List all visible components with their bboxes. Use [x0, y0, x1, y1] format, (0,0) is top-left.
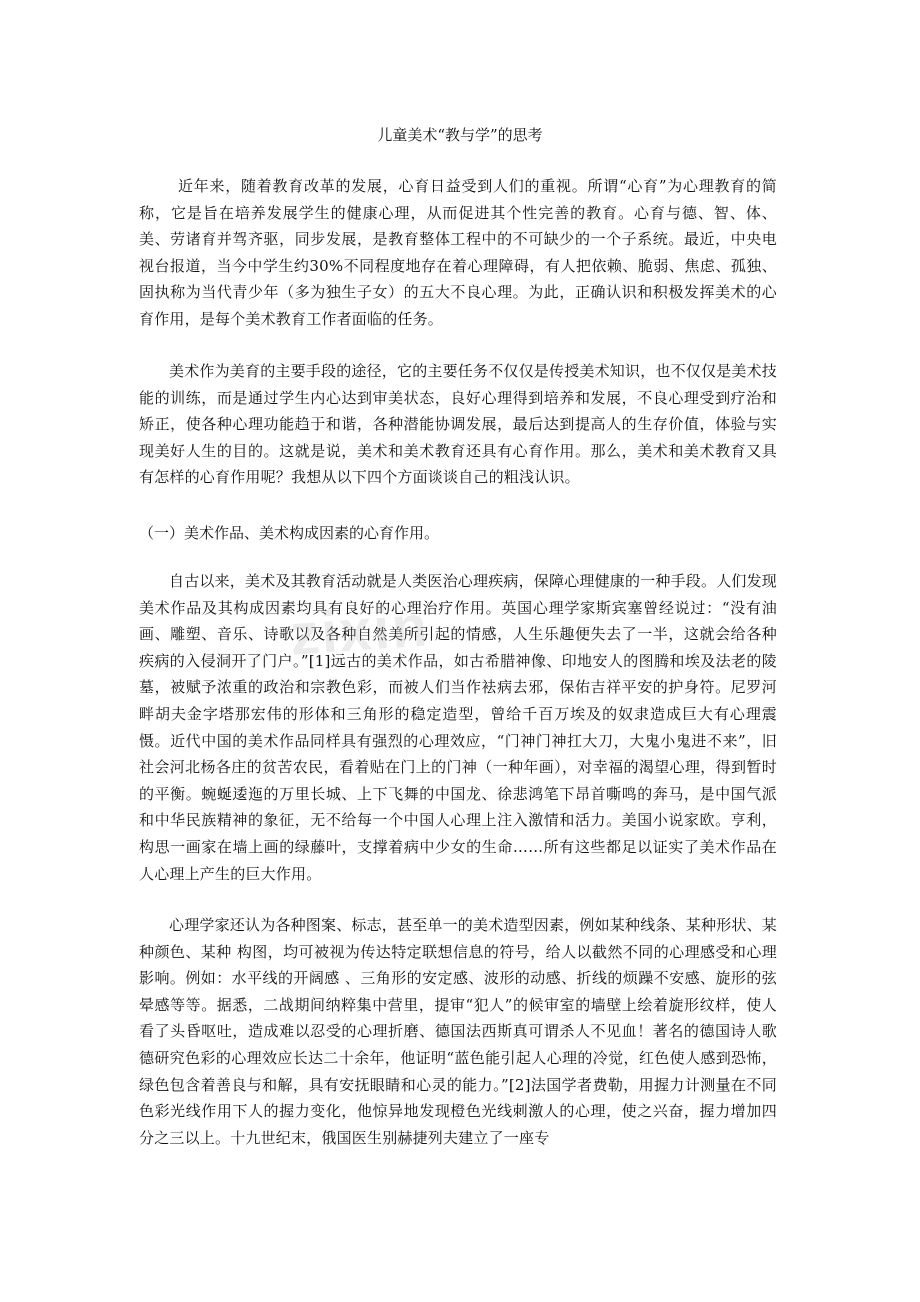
section-heading: （一）美术作品、美术构成因素的心育作用。 — [139, 524, 440, 542]
paragraph-psychology: 心理学家还认为各种图案、标志，甚至单一的美术造型因素，例如某种线条、某种形状、某种颜色、某种 构图，均可被视为传达特定联想信息的符号，给人以截然不同的心理感受和心理影响。例如：水平线的开阔感 、三角形的安定感、波形的动感、折线的烦躁不安感、旋形的弦晕感等等。据悉，二战期间纳粹集中营里，提审“犯人”的候审室的墙壁上绘着旋形纹样，使人看了头昏呕吐，造成难以忍受的心理折磨、德国法西斯真可谓杀人不见血！著名的德国诗人歌德研究色彩的心理效应长达二十余年，他证明“蓝色能引起人心理的冷觉，红色使人感到恐怖，绿色包含着善良与和解，具有安抚眼睛和心灵的能力。”[2]法国学者费勒，用握力计测量在不同色彩光线作用下人的握力变化，他惊异地发现橙色光线刺激人的心理，使之兴奋，握力增加四分之三以上。十九世纪末，俄国医生别赫捷列夫建立了一座专 — [139, 916, 778, 1147]
paragraph-art-role: 美术作为美育的主要手段的途径，它的主要任务不仅仅是传授美术知识，也不仅仅是美术技能的训练，而是通过学生内心达到审美状态，良好心理得到培养和发展，不良心理受到疗治和矫正，使各种心理功能趋于和谐，各种潜能协调发展，最后达到提高人的生存价值，体验与实现美好人生的目的。这就是说，美术和美术教育还具有心育作用。那么，美术和美术教育又具有怎样的心育作用呢？我想从以下四个方面谈谈自己的粗浅认识。 — [139, 362, 778, 487]
watermark-logo: zixin — [288, 593, 432, 668]
document-title: 儿童美术“教与学”的思考 — [377, 126, 543, 144]
paragraph-intro: 近年来，随着教育改革的发展，心育日益受到人们的重视。所谓“心育”为心理教育的简称，它是旨在培养发展学生的健康心理，从而促进其个性完善的教育。心育与德、智、体、美、劳诸育并驾齐驱，同步发展，是教育整体工程中的不可缺少的一个子系统。最近，中央电视台报道，当今中学生约30%不同程度地存在着心理障碍，有人把依赖、脆弱、焦虑、孤独、固执称为当代青少年（多为独生子女）的五大不良心理。为此，正确认识和积极发挥美术的心育作用，是每个美术教育工作者面临的任务。 — [139, 177, 777, 328]
paragraph-history: 自古以来，美术及其教育活动就是人类医治心理疾病，保障心理健康的一种手段。人们发现美术作品及其构成因素均具有良好的心理治疗作用。英国心理学家斯宾塞曾经说过：“没有油画、雕塑、音乐、诗歌以及各种自然美所引起的情感，人生乐趣便失去了一半，这就会给各种疾病的入侵洞开了门户。”[1]远古的美术作品，如古希腊神像、印地安人的图腾和埃及法老的陵墓，被赋予浓重的政治和宗教色彩，而被人们当作袪病去邪，保佑吉祥平安的护身符。尼罗河畔胡夫金字塔那宏伟的形体和三角形的稳定造型，曾给千百万埃及的奴隶造成巨大有心理震慑。近代中国的美术作品同样具有强烈的心理效应，“门神门神扛大刀，大鬼小鬼进不来”，旧社会河北杨各庄的贫苦农民，看着贴在门上的门神（一种年画），对幸福的渴望心理，得到暂时的平衡。蜿蜒逶迤的万里长城、上下飞舞的中国龙、徐悲鸿笔下昂首嘶鸣的奔马，是中国气派和中华民族精神的象征，无不给每一个中国人心理上注入激情和活力。美国小说家欧。亨利，构思一画家在墙上画的绿藤叶，支撑着病中少女的生命……所有这些都足以证实了美术作品在人心理上产生的巨大作用。 — [139, 572, 778, 883]
